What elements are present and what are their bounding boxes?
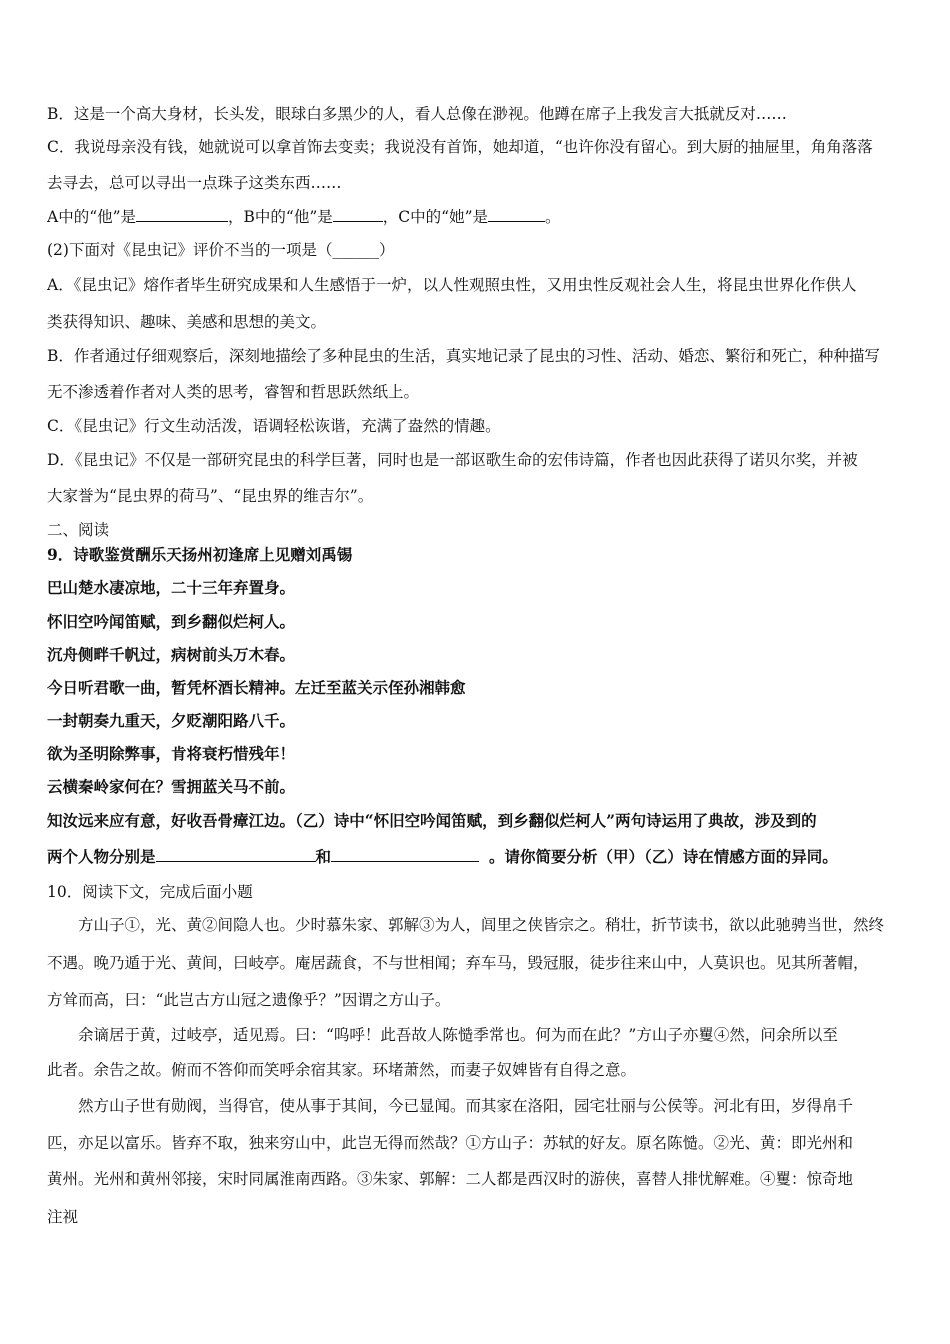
passage-line: 此者。余告之故。俯而不答仰而笑呼余宿其家。环堵萧然，而妻子奴婢皆有自得之意。 <box>47 1061 637 1079</box>
answer-blank-a[interactable] <box>136 207 228 222</box>
option-c-line: C．《昆虫记》行文生动活泼，语调轻松诙谐，充满了盎然的情趣。 <box>47 417 501 435</box>
fill-label-a: A中的“他”是 <box>47 208 137 226</box>
option-a-line-1: A．《昆虫记》熔作者毕生研究成果和人生感悟于一炉，以人性观照虫性，又用虫性反观社会人生，将昆虫世界化作供人 <box>47 276 857 294</box>
fill-label-c: ，C中的“她”是 <box>382 208 489 226</box>
question-9-ask-line <box>47 847 910 867</box>
option-c-line-1: C．我说母亲没有钱，她就说可以拿首饰去变卖；我说没有首饰，她却道，“也许你没有留心。到大厨的抽屉里，角角落落 <box>47 138 873 156</box>
poem-line: 欲为圣明除弊事，肯将衰朽惜残年！ <box>47 744 296 763</box>
answer-blank-c[interactable] <box>488 207 545 222</box>
option-b-line-2: 无不渗透着作者对人类的思考，睿智和哲思跃然纸上。 <box>47 383 420 401</box>
poem-line: 怀旧空吟闻笛赋，到乡翻似烂柯人。 <box>47 612 296 631</box>
poem-line: 云横秦岭家何在？雪拥蓝关马不前。 <box>47 777 296 796</box>
passage-line: 余谪居于黄，过岐亭，适见焉。曰：“呜呼！此吾故人陈慥季常也。何为而在此？”方山子亦矍④然，问余所以至 <box>78 1026 838 1044</box>
passage-line: 不遇。晚乃遁于光、黄间，曰岐亭。庵居蔬食，不与世相闻；弃车马，毁冠服，徒步往来山中，人莫识也。见其所著帽， <box>47 954 869 972</box>
passage-line: 注视 <box>47 1208 79 1226</box>
poem-line: 今日听君歌一曲，暂凭杯酒长精神。左迁至蓝关示侄孙湘韩愈 <box>47 678 466 697</box>
passage-line: 黄州。光州和黄州邻接，宋时同属淮南西路。③朱家、郭解：二人都是西汉时的游侠，喜替人排忧解难。④矍：惊奇地 <box>47 1170 854 1188</box>
option-d-line-2: 大家誉为“昆虫界的荷马”、“昆虫界的维吉尔”。 <box>47 487 374 505</box>
question-10-title: 10．阅读下文，完成后面小题 <box>47 883 253 901</box>
option-b-line-1: B．作者通过仔细观察后，深刻地描绘了多种昆虫的生活，真实地记录了昆虫的习性、活动、婚恋、繁衍和死亡，种种描写 <box>47 347 880 365</box>
question-2: (2)下面对《昆虫记》评价不当的一项是（______） <box>47 241 395 259</box>
passage-line: 方耸而高，曰：“此岂古方山冠之遗像乎？”因谓之方山子。 <box>47 991 451 1009</box>
option-c-line-2: 去寻去，总可以寻出一点珠子这类东西…… <box>47 174 342 192</box>
poem-line: 一封朝奏九重天，夕贬潮阳路八千。 <box>47 711 296 730</box>
passage-line: 匹，亦足以富乐。皆弃不取，独来穷山中，此岂无得而然哉？①方山子：苏轼的好友。原名陈慥。②光、黄：即光州和 <box>47 1134 854 1152</box>
option-d-line-1: D．《昆虫记》不仅是一部研究昆虫的科学巨著，同时也是一部讴歌生命的宏伟诗篇，作者也因此获得了诺贝尔奖，并被 <box>47 451 858 469</box>
fill-in-line <box>47 207 910 227</box>
option-a-line-2: 类获得知识、趣味、美感和思想的美文。 <box>47 313 327 331</box>
answer-blank-person-2[interactable] <box>331 847 479 862</box>
fill-label-b: ，B中的“他”是 <box>228 208 333 226</box>
ask-label-a: 两个人物分别是 <box>47 847 156 866</box>
question-9-title: 9．诗歌鉴赏酬乐天扬州初逢席上见赠刘禹锡 <box>47 545 353 564</box>
poem-line: 巴山楚水凄凉地，二十三年弃置身。 <box>47 578 296 597</box>
poem-line: 沉舟侧畔千帆过，病树前头万木春。 <box>47 645 296 664</box>
answer-blank-person-1[interactable] <box>156 847 316 862</box>
fill-label-end: 。 <box>545 208 561 226</box>
ask-label-b: 。请你简要分析（甲）（乙）诗在情感方面的异同。 <box>489 847 838 866</box>
option-b-line: B．这是一个高大身材，长头发，眼球白多黑少的人，看人总像在渺视。他蹲在席子上我发言大抵就反对…… <box>47 105 787 123</box>
passage-line: 方山子①，光、黄②间隐人也。少时慕朱家、郭解③为人，闾里之侠皆宗之。稍壮，折节读书，欲以此驰骋当世，然终 <box>78 916 885 934</box>
passage-line: 然方山子世有勋阀，当得官，使从事于其间，今已显闻。而其家在洛阳，园宅壮丽与公侯等。河北有田，岁得帛千 <box>78 1097 854 1115</box>
answer-blank-b[interactable] <box>333 207 383 222</box>
section-heading-reading: 二、阅读 <box>47 521 110 539</box>
ask-label-and: 和 <box>315 847 332 866</box>
question-9-prompt: 知汝远来应有意，好收吾骨瘴江边。（乙）诗中“怀旧空吟闻笛赋，到乡翻似烂柯人”两句诗运用了典故，涉及到的 <box>47 811 817 830</box>
